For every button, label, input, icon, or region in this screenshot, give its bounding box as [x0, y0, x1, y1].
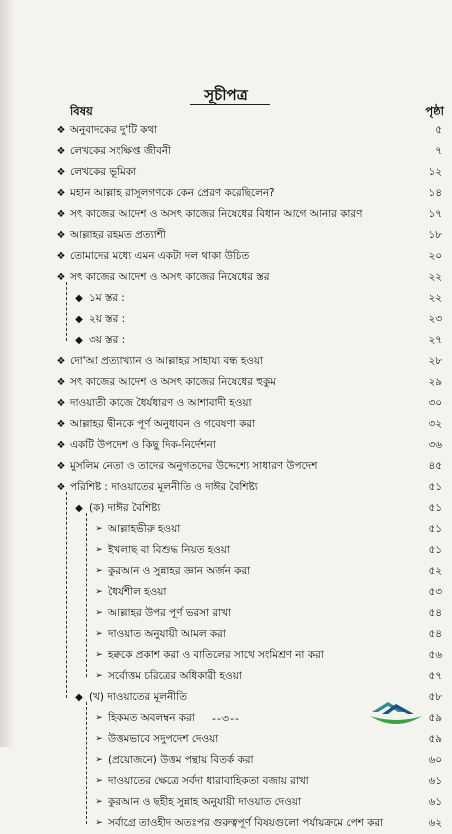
- toc-entry-page: ৫: [435, 124, 442, 136]
- toc-entry-title: ১ম স্তর :: [89, 292, 125, 304]
- toc-entry-page: ২২: [428, 292, 442, 304]
- diamond-flower-bullet-icon: ❖: [56, 209, 66, 220]
- arrowhead-bullet-icon: ➢: [95, 671, 103, 681]
- diamond-bullet-icon: ◆: [75, 293, 83, 304]
- toc-entry-page: ২৮: [428, 355, 442, 367]
- toc-entry: [0, 267, 452, 288]
- diamond-flower-bullet-icon: ❖: [56, 482, 66, 493]
- toc-entry-page: ৫৪: [428, 628, 442, 640]
- toc-entry: [0, 183, 452, 204]
- toc-entry-page: ৬১: [428, 775, 442, 787]
- toc-entry: [0, 666, 452, 687]
- toc-entry-title: আল্লাহর উপর পূর্ণ ভরসা রাখা: [108, 607, 232, 619]
- diamond-flower-bullet-icon: ❖: [56, 440, 66, 451]
- diamond-flower-bullet-icon: ❖: [56, 461, 66, 472]
- diamond-bullet-icon: ◆: [75, 692, 83, 703]
- arrowhead-bullet-icon: ➢: [95, 797, 103, 807]
- toc-entry-title: (খ) দাওয়াতের মূলনীতি: [89, 691, 187, 703]
- page-column-header: পৃষ্ঠা: [425, 104, 444, 118]
- subject-column-header: বিষয়: [70, 104, 93, 118]
- arrowhead-bullet-icon: ➢: [95, 566, 103, 576]
- arrowhead-bullet-icon: ➢: [95, 734, 103, 744]
- arrowhead-bullet-icon: ➢: [95, 524, 103, 534]
- toc-entry-page: ৩৬: [428, 439, 442, 451]
- toc-entry-title: (ক) দাঈর বৈশিষ্ট্য: [89, 502, 161, 514]
- diamond-flower-bullet-icon: ❖: [56, 125, 66, 136]
- toc-entry: [0, 372, 452, 393]
- tree-connector-line: [66, 492, 67, 698]
- toc-entry-page: ৫৯: [428, 712, 442, 724]
- toc-entry-page: ১২: [428, 166, 442, 178]
- toc-entry: [0, 330, 452, 351]
- toc-entry: [0, 519, 452, 540]
- toc-entry-page: ৬১: [428, 796, 442, 808]
- toc-entry-page: ৫১: [428, 502, 442, 514]
- arrowhead-bullet-icon: ➢: [95, 713, 103, 723]
- diamond-flower-bullet-icon: ❖: [56, 356, 66, 367]
- toc-entry-page: ৬০: [428, 754, 442, 766]
- toc-entry: [0, 351, 452, 372]
- toc-entry-title: দাওয়াতী কাজে ধৈর্যধারণ ও আশাবাদী হওয়া: [70, 397, 252, 409]
- toc-entry-title: একটি উপদেশ ও কিছু দিক-নির্দেশনা: [70, 439, 216, 451]
- toc-entry-title: সর্বাগ্রে তাওহীদ অতঃপর গুরুত্বপূর্ণ বিষয়গুলো পর্যায়ক্রমে পেশ করা: [108, 817, 384, 829]
- arrowhead-bullet-icon: ➢: [95, 545, 103, 555]
- toc-entry-title: কুরআন ও ছহীহ সুন্নাহ অনুযায়ী দাওয়াত দেওয়া: [108, 796, 302, 808]
- toc-entry-page: ৩০: [428, 397, 442, 409]
- diamond-bullet-icon: ◆: [75, 503, 83, 514]
- arrowhead-bullet-icon: ➢: [95, 587, 103, 597]
- toc-entry-page: ১৪: [428, 187, 442, 199]
- toc-entry-page: ১৭: [428, 208, 442, 220]
- toc-entry-title: উত্তমভাবে সদুপদেশ দেওয়া: [108, 733, 219, 745]
- toc-entry: [0, 771, 452, 792]
- toc-entry-page: ৫১: [428, 481, 442, 493]
- toc-entry-page: ৫৮: [428, 691, 442, 703]
- toc-entry-title: দাওয়াতের ক্ষেত্রে সর্বদা ধারাবাহিকতা বজায় রাখা: [108, 775, 309, 787]
- toc-entry: [0, 162, 452, 183]
- diamond-flower-bullet-icon: ❖: [56, 419, 66, 430]
- arrowhead-bullet-icon: ➢: [95, 608, 103, 618]
- toc-entry: [0, 393, 452, 414]
- toc-entry: [0, 225, 452, 246]
- tree-connector-line: [86, 513, 87, 677]
- toc-entry: [0, 645, 452, 666]
- arrowhead-bullet-icon: ➢: [95, 818, 103, 828]
- toc-entry-title: আল্লাহভীরু হওয়া: [108, 523, 181, 535]
- toc-entry-page: ৫১: [428, 544, 442, 556]
- toc-entry: [0, 624, 452, 645]
- toc-entry-title: লেখকের সংক্ষিপ্ত জীবনী: [70, 145, 172, 157]
- toc-entry-title: অনুবাদকের দু'টি কথা: [70, 124, 158, 136]
- toc-entry: [0, 792, 452, 813]
- diamond-flower-bullet-icon: ❖: [56, 272, 66, 283]
- toc-entry: [0, 435, 452, 456]
- toc-entry-page: ১৮: [428, 229, 442, 241]
- toc-entry-page: ৬২: [428, 817, 442, 829]
- toc-entry-page: ৫১: [428, 523, 442, 535]
- diamond-flower-bullet-icon: ❖: [56, 398, 66, 409]
- toc-entry-page: ২৩: [428, 313, 442, 325]
- toc-entry-title: ইখলাছ বা বিশুদ্ধ নিয়ত হওয়া: [108, 544, 230, 556]
- toc-entry: [0, 561, 452, 582]
- toc-entry: [0, 288, 452, 309]
- toc-entry: [0, 309, 452, 330]
- toc-entry-page: ৫৪: [428, 607, 442, 619]
- page-title: সূচীপত্র: [204, 86, 248, 104]
- diamond-bullet-icon: ◆: [75, 335, 83, 346]
- publisher-logo-icon: [368, 698, 424, 732]
- toc-entry-title: ২য় স্তর :: [89, 313, 126, 325]
- toc-entry-title: (প্রয়োজনে) উত্তম পন্থায় বিতর্ক করা: [108, 754, 254, 766]
- toc-entry-title: মহান আল্লাহ রাসূলগণকে কেন প্রেরণ করেছিলেন?: [70, 187, 275, 199]
- toc-entry: [0, 141, 452, 162]
- diamond-bullet-icon: ◆: [75, 314, 83, 325]
- toc-entry: [0, 246, 452, 267]
- diamond-flower-bullet-icon: ❖: [56, 230, 66, 241]
- toc-entry: [0, 456, 452, 477]
- toc-entry: [0, 414, 452, 435]
- toc-entry-title: মুসলিম নেতা ও তাদের অনুগতদের উদ্দেশ্যে সাধারণ উপদেশ: [70, 460, 318, 472]
- toc-entry-title: সৎ কাজের আদেশ ও অসৎ কাজের নিষেধের বিধান আগে আনার কারণ: [70, 208, 363, 220]
- toc-entry-page: ২২: [428, 271, 442, 283]
- toc-entry: [0, 750, 452, 771]
- toc-entry-page: ৫৭: [428, 670, 442, 682]
- arrowhead-bullet-icon: ➢: [95, 650, 103, 660]
- diamond-flower-bullet-icon: ❖: [56, 377, 66, 388]
- toc-entry-page: ২৭: [428, 334, 442, 346]
- toc-entry: [0, 582, 452, 603]
- arrowhead-bullet-icon: ➢: [95, 776, 103, 786]
- diamond-flower-bullet-icon: ❖: [56, 146, 66, 157]
- toc-entry-title: দাওয়াত অনুযায়ী আমল করা: [108, 628, 226, 640]
- toc-entry-title: আল্লাহর দ্বীনকে পূর্ণ অনুধাবন ও গবেষণা করা: [70, 418, 256, 430]
- toc-entry-title: সৎ কাজের আদেশ ও অসৎ কাজের নিষেধের স্তর: [70, 271, 270, 283]
- toc-entry-title: ধৈর্যশীল হওয়া: [108, 586, 167, 598]
- toc-entry-title: তোমাদের মধ্যে এমন একটা দল থাকা উচিত: [70, 250, 250, 262]
- toc-entry-page: ২০: [428, 250, 442, 262]
- toc-entry: [0, 204, 452, 225]
- toc-entry-title: কুরআন ও সুন্নাহর জ্ঞান অর্জন করা: [108, 565, 251, 577]
- toc-entry-title: আল্লাহর রহমত প্রত্যাশী: [70, 229, 166, 241]
- toc-entry: [0, 477, 452, 498]
- toc-entry-title: হিকমত অবলম্বন করা: [108, 712, 195, 724]
- tree-connector-line: [66, 282, 67, 341]
- toc-entry-title: দো'আ প্রত্যাখ্যান ও আল্লাহর সাহায্য বন্ধ হওয়া: [70, 355, 264, 367]
- toc-entry: [0, 603, 452, 624]
- toc-entry-title: ৩য় স্তর :: [89, 334, 126, 346]
- toc-entry: [0, 540, 452, 561]
- toc-entry-page: ৫২: [428, 565, 442, 577]
- toc-entry: [0, 120, 452, 141]
- toc-entry-title: পরিশিষ্ট : দাওয়াতের মূলনীতি ও দাঈর বৈশিষ্ট্য: [70, 481, 258, 493]
- toc-entry-page: ৭: [435, 145, 442, 157]
- diamond-flower-bullet-icon: ❖: [56, 167, 66, 178]
- toc-entry: [0, 498, 452, 519]
- toc-entry-page: ৩২: [428, 418, 442, 430]
- toc-entry-title: সর্বোত্তম চরিত্রের অধিকারী হওয়া: [108, 670, 242, 682]
- arrowhead-bullet-icon: ➢: [95, 629, 103, 639]
- toc-entry-page: ৫৬: [428, 649, 442, 661]
- arrowhead-bullet-icon: ➢: [95, 755, 103, 765]
- toc-entry-title: লেখকের ভূমিকা: [70, 166, 137, 178]
- title-underline: [190, 104, 270, 105]
- toc-entry-title: হক্বকে প্রকাশ করা ও বাতিলের সাথে সংমিশ্রণ না করা: [108, 649, 324, 661]
- toc-entry-page: ৫৯: [428, 733, 442, 745]
- toc-entry-title: সৎ কাজের আদেশ ও অসৎ কাজের নিষেধের হুকুম: [70, 376, 276, 388]
- diamond-flower-bullet-icon: ❖: [56, 188, 66, 199]
- toc-entry: [0, 813, 452, 834]
- page-number-footer: --৩--: [211, 712, 241, 725]
- toc-entry-page: ৪৫: [428, 460, 442, 472]
- diamond-flower-bullet-icon: ❖: [56, 251, 66, 262]
- toc-entry-page: ২৯: [428, 376, 442, 388]
- toc-entry-page: ৫৩: [428, 586, 442, 598]
